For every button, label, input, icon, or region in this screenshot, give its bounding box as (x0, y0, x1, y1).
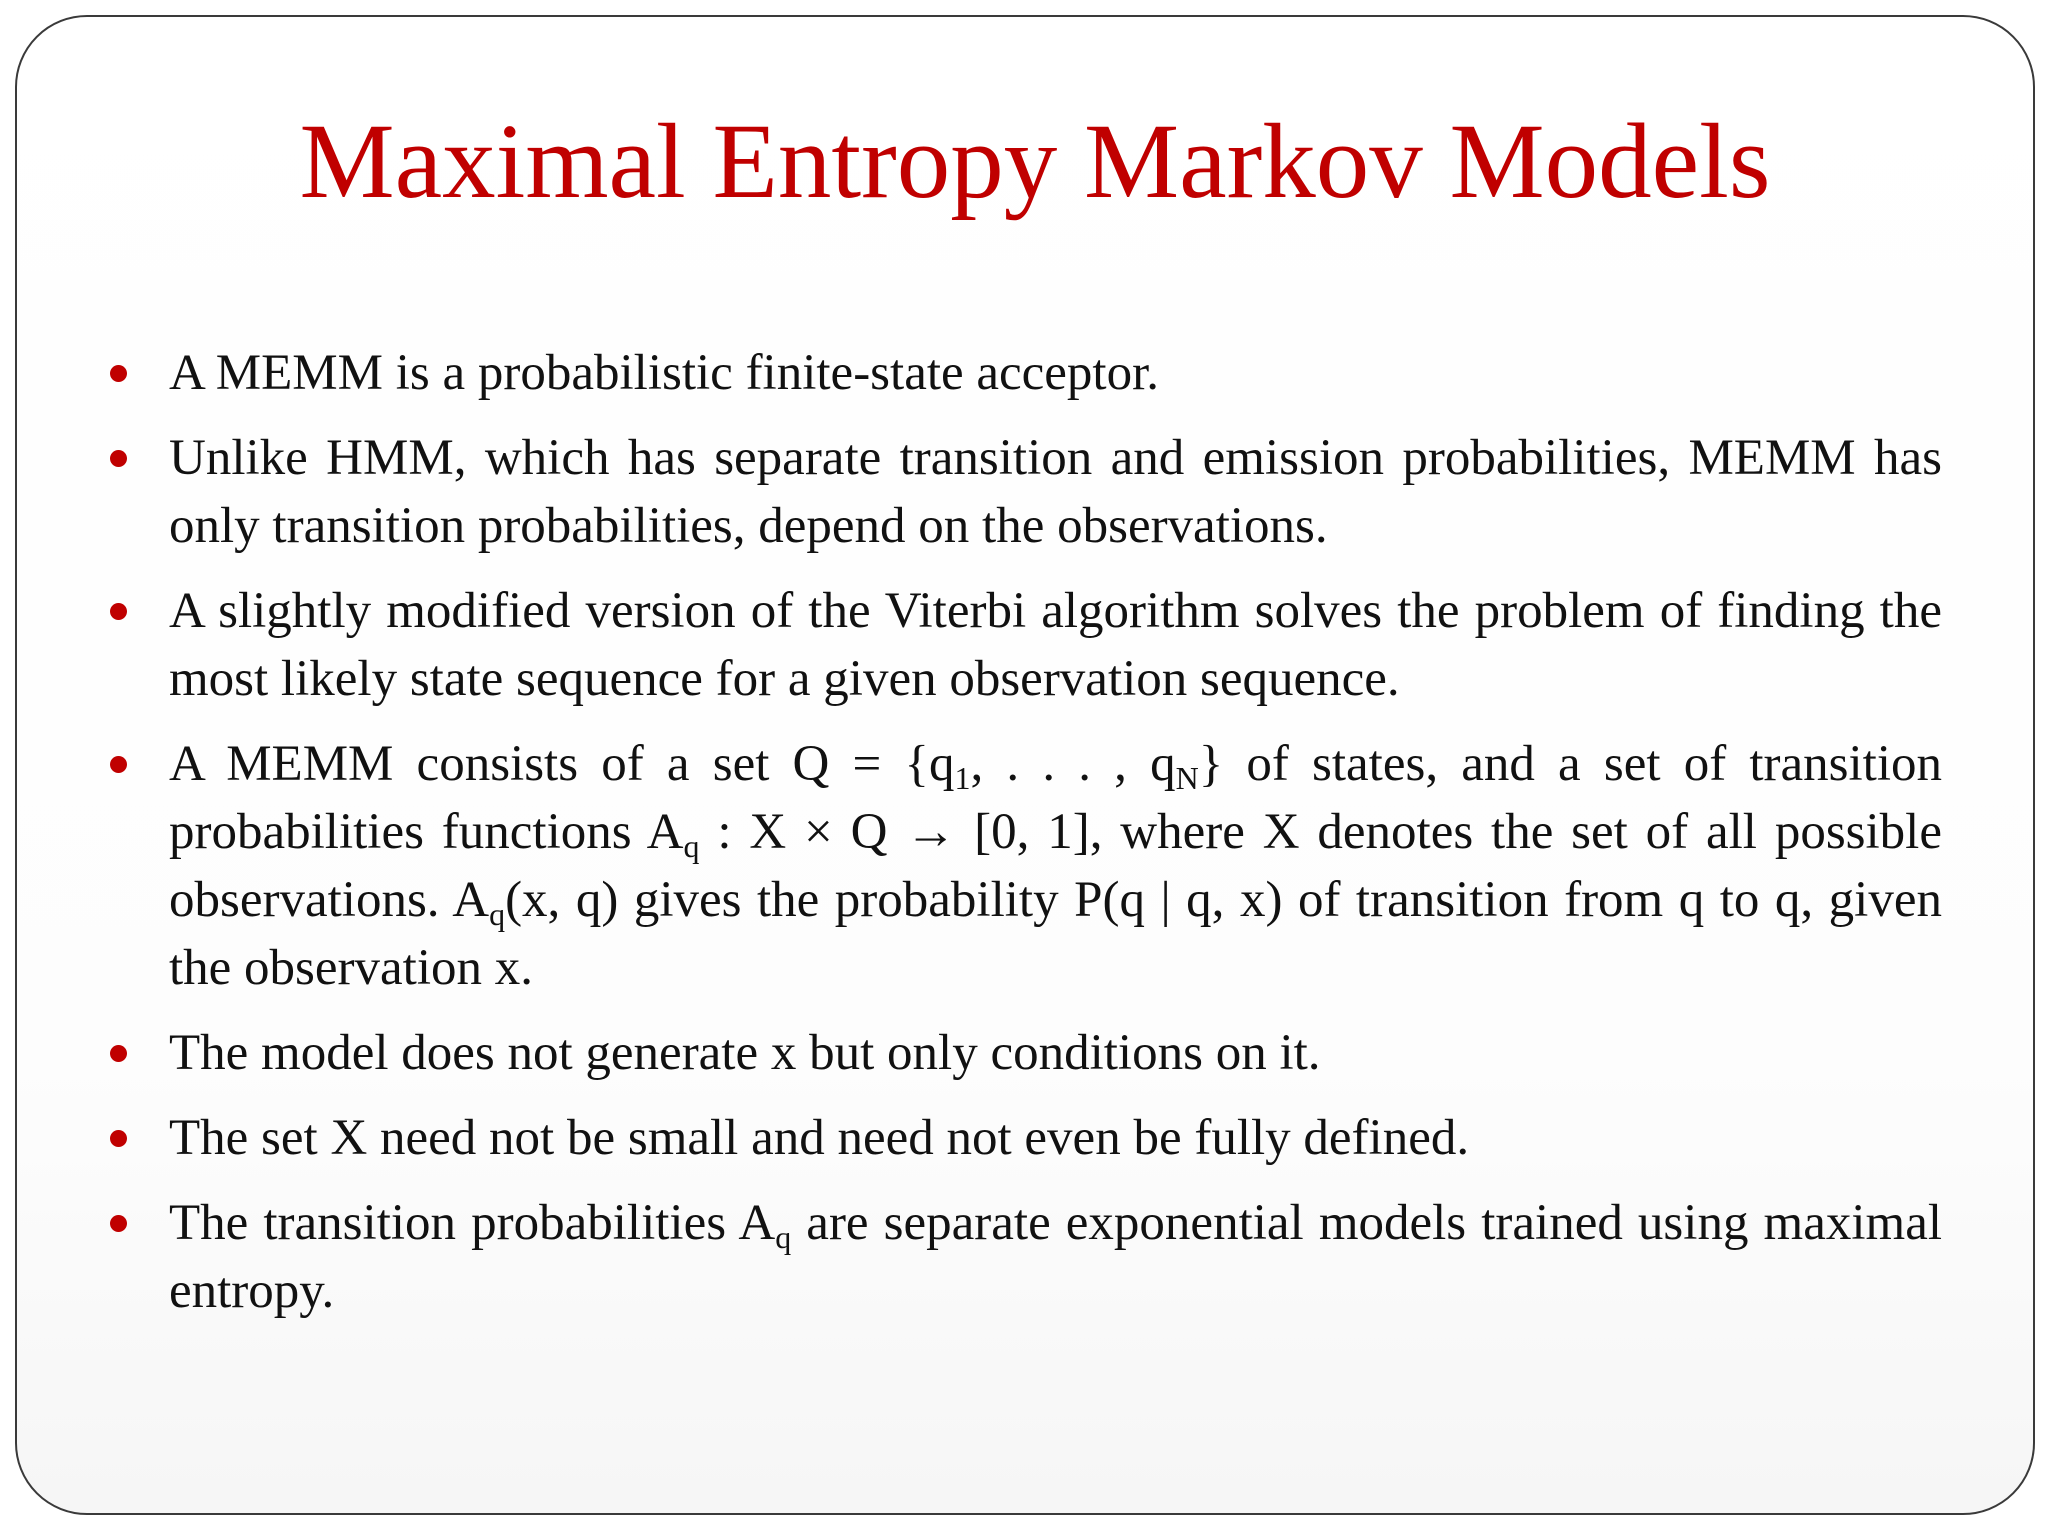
bullet-item-7 (152, 1189, 1942, 1325)
bullet-item-4 (152, 730, 1942, 1002)
bullet-text-part: } of states, and a set of transition probabilities functions A (169, 736, 1942, 860)
bullet-text: Unlike HMM, which has separate transition and emission probabilities, MEMM has only transition probabilities, depend on the observations. (169, 430, 1942, 554)
bullet-dot-icon (110, 365, 127, 382)
subscript: q (683, 828, 700, 864)
bullet-dot-icon (110, 603, 127, 620)
bullet-item-3 (152, 577, 1942, 713)
slide (15, 15, 2035, 1515)
bullet-dot-icon (110, 756, 127, 773)
bullet-text-part: , . . . , q (970, 736, 1176, 792)
bullet-dot-icon (110, 1215, 127, 1232)
subscript: q (489, 896, 506, 932)
bullet-text-part: A MEMM consists of a set Q = {q (169, 736, 955, 792)
bullet-item-5 (152, 1019, 1942, 1087)
bullet-item-1 (152, 339, 1942, 407)
bullet-item-6 (152, 1104, 1942, 1172)
bullet-dot-icon (110, 1045, 127, 1062)
bullet-text-part: : X × Q → [0, 1], where X denotes the set of all possible observations. A (169, 804, 1942, 928)
bullet-text-part: (x, q) gives the probability P(q | q, x) of transition from q to q, given the observation x. (169, 872, 1942, 996)
bullet-list (152, 339, 1942, 1342)
subscript: q (775, 1219, 792, 1255)
bullet-text-part: The transition probabilities A (169, 1195, 776, 1251)
bullet-text: A MEMM is a probabilistic finite-state acceptor. (169, 345, 1160, 401)
subscript: N (1175, 760, 1199, 796)
bullet-text: The model does not generate x but only conditions on it. (169, 1025, 1321, 1081)
bullet-item-2 (152, 424, 1942, 560)
bullet-dot-icon (110, 1130, 127, 1147)
bullet-text-part: are separate exponential models trained using maximal entropy. (169, 1195, 1942, 1319)
bullet-text: A slightly modified version of the Viterbi algorithm solves the problem of finding the most likely state sequence for a given observation sequence. (169, 583, 1942, 707)
bullet-dot-icon (110, 450, 127, 467)
bullet-text: The set X need not be small and need not even be fully defined. (169, 1110, 1470, 1166)
subscript: 1 (954, 760, 971, 796)
slide-title: Maximal Entropy Markov Models (299, 103, 1771, 221)
